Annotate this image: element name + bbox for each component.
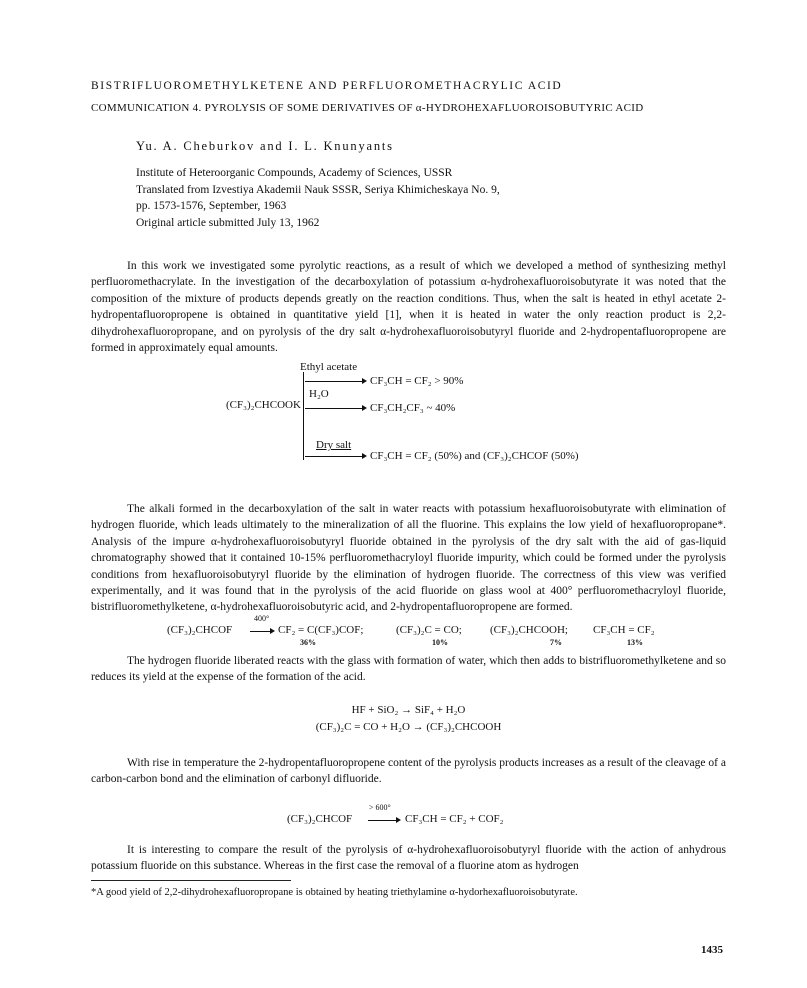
eq2-product-4: CF₃CH = CF₂ bbox=[593, 624, 655, 636]
affiliation-line: Institute of Heteroorganic Compounds, Academy of Sciences, USSR bbox=[136, 167, 453, 179]
scheme1-product-2: CF₃CH₂CF₃ ~ 40% bbox=[370, 402, 456, 414]
eq2-product-3: (CF₃)₂CHCOOH; bbox=[490, 624, 568, 636]
series-title: BISTRIFLUOROMETHYLKETENE AND PERFLUOROMETHACRYLIC ACID bbox=[91, 80, 563, 92]
paragraph-hydrogen-fluoride: The hydrogen fluoride liberated reacts with the glass with formation of water, which then adds to bistrifluoromethylketene and so reduces its yield at the expense of the formation of the acid. bbox=[91, 655, 726, 684]
eq2-product-2: (CF₃)₂C = CO; bbox=[396, 624, 462, 636]
footnote-divider bbox=[91, 880, 291, 881]
page-number: 1435 bbox=[701, 944, 723, 956]
eq2-yield-2: 10% bbox=[432, 638, 448, 647]
eq2-condition: 400° bbox=[254, 614, 270, 623]
arrow-head-icon bbox=[362, 378, 367, 384]
footnote: *A good yield of 2,2-dihydrohexafluoropropane is obtained by heating triethylamine α-hydorhexafluoroisobutyrate. bbox=[91, 887, 578, 898]
paragraph-comparison: It is interesting to compare the result of the pyrolysis of α-hydrohexafluoroisobutyryl fluoride with the action of anhydrous potassium fluoride on this substance. Whereas in the first case the removal of a fluorine atom as hydrogen bbox=[91, 844, 726, 873]
eq3-line-2: (CF₃)₂C = CO + H₂O → (CF₃)₂CHCOOH bbox=[315, 721, 502, 733]
arrow-head-icon bbox=[362, 405, 367, 411]
authors: Yu. A. Cheburkov and I. L. Knunyants bbox=[136, 139, 394, 153]
eq2-arrow bbox=[250, 631, 272, 632]
scheme1-condition-water: H₂O bbox=[309, 388, 329, 400]
arrow-head-icon bbox=[396, 817, 401, 823]
communication-title: COMMUNICATION 4. PYROLYSIS OF SOME DERIVATIVES OF α-HYDROHEXAFLUOROISOBUTYRIC ACID bbox=[91, 102, 644, 114]
eq4-product: CF₃CH = CF₂ + COF₂ bbox=[405, 813, 504, 825]
eq2-yield-4: 13% bbox=[627, 638, 643, 647]
scheme1-product-3: CF₃CH = CF₂ (50%) and (CF₃)₂CHCOF (50%) bbox=[370, 450, 579, 462]
eq2-yield-1: 36% bbox=[300, 638, 316, 647]
scheme1-arrow-1 bbox=[305, 381, 364, 382]
affiliation-block bbox=[136, 165, 500, 231]
scheme1-reactant: (CF₃)₂CHCOOK bbox=[226, 399, 301, 411]
scheme1-bracket bbox=[303, 372, 304, 460]
eq4-arrow bbox=[368, 820, 398, 821]
arrow-head-icon bbox=[270, 628, 275, 634]
paragraph-alkali: The alkali formed in the decarboxylation of the salt in water reacts with potassium hexafluoroisobutyrate with elimination of hydrogen fluoride, which leads ultimately to the mineralization of all the fluorine. This explains the low yield of hexafluoropropane*. Analysis of the impure α-hydrohexafluoroisobutyryl fluoride obtained in the pyrolysis of the dry salt with the aid of gas-liquid chromatography showed that it contained 10-15% perfluoromethacryloyl fluoride impurity, which could be formed under the pyrolysis conditions from hexafluoroisobutyryl fluoride by the elimination of hydrogen fluoride. The correctness of this view was verified experimentally, and it was found that in the pyrolysis of the acid fluoride on glass wool at 400° perfluoromethacryloyl fluoride, bistrifluoromethylketene, α-hydrohexafluoroisobutyric acid, and 2-hydropentafluoropropene are formed. bbox=[91, 503, 726, 614]
paragraph-intro: In this work we investigated some pyrolytic reactions, as a result of which we developed a method of synthesizing methyl perfluoromethacrylate. In the investigation of the decarboxylation of potassium α-hydrohexafluoroisobutyrate it was noted that the composition of the mixture of products depends greatly on the reaction conditions. Thus, when the salt is heated in ethyl acetate 2-hydropentafluoropropene is obtained in quantitative yield [1], when it is heated in water the only reaction product is 2,2-dihydrohexafluoropropane, and on pyrolysis of the dry salt α-hydrohexafluoroisobutyryl fluoride and 2-hydropentafluoropropene are formed in approximately equal amounts. bbox=[91, 260, 726, 355]
submitted-line: Original article submitted July 13, 1962 bbox=[136, 216, 320, 229]
equation-glass-reaction bbox=[91, 702, 726, 736]
eq2-yield-3: 7% bbox=[550, 638, 562, 647]
eq2-reactant: (CF₃)₂CHCOF bbox=[167, 624, 233, 636]
scheme1-arrow-2 bbox=[305, 408, 364, 409]
eq2-product-1: CF₂ = C(CF₃)COF; bbox=[278, 624, 364, 636]
eq3-line-1: HF + SiO₂ → SiF₄ + H₂O bbox=[351, 704, 466, 716]
scheme1-product-1: CF₃CH = CF₂ > 90% bbox=[370, 375, 464, 387]
eq4-condition: > 600° bbox=[369, 803, 391, 812]
translation-source-line: Translated from Izvestiya Akademii Nauk SSSR, Seriya Khimicheskaya No. 9, bbox=[136, 183, 500, 196]
scheme1-condition-ethyl-acetate: Ethyl acetate bbox=[300, 361, 358, 373]
arrow-head-icon bbox=[362, 453, 367, 459]
eq4-reactant: (CF₃)₂CHCOF bbox=[287, 813, 353, 825]
scheme1-arrow-3 bbox=[305, 456, 364, 457]
pages-line: pp. 1573-1576, September, 1963 bbox=[136, 200, 287, 212]
scheme1-condition-dry-salt: Dry salt bbox=[316, 439, 352, 451]
paragraph-temperature: With rise in temperature the 2-hydropentafluoropropene content of the pyrolysis products increases as a result of the cleavage of a carbon-carbon bond and the elimination of carbonyl difluoride. bbox=[91, 757, 726, 786]
